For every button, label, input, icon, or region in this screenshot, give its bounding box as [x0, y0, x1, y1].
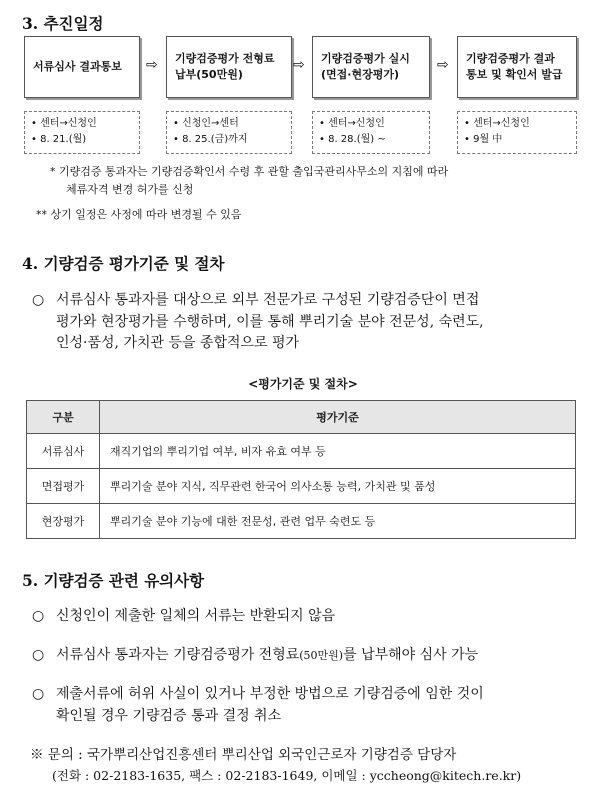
circle-bullet-icon: ○ [32, 292, 45, 308]
note-line: • 신청인→센터 [173, 116, 285, 132]
step-1-note [24, 111, 140, 154]
notice-item-1-text: 신청인이 제출한 일체의 서류는 반환되지 않음 [56, 608, 336, 624]
footnote-1-line-a: * 기량검증 통과자는 기량검증확인서 수령 후 관할 출입국관리사무소의 지침에 따라 [50, 165, 449, 178]
table-cell: 면접평가 [27, 469, 100, 504]
step-3-note [312, 111, 430, 154]
table-cell: 서류심사 [27, 434, 100, 469]
note-line: • 8. 25.(금)까지 [173, 132, 285, 148]
table-cell: 현장평가 [27, 504, 100, 539]
contact-line-2: (전화 : 02-2183-1635, 팩스 : 02-2183-1649, 이메일 : yccheong@kitech.re.kr) [52, 767, 522, 783]
table-header-row [27, 401, 576, 434]
table-header: 평가기준 [100, 401, 576, 434]
notice-item-2-part-b: 를 납부해야 심사 가능 [343, 647, 479, 663]
note-line: • 센터→신청인 [31, 116, 133, 132]
note-line: • 센터→신청인 [464, 116, 570, 132]
step-1-label: 서류심사 결과통보 [33, 60, 122, 74]
footnote-2: ** 상기 일정은 사정에 따라 변경될 수 있음 [36, 208, 242, 221]
step-3-label-1: 기량검증평가 실시 [321, 52, 410, 66]
notice-item-2-fee: (50만원) [299, 649, 344, 662]
table-cell: 재직기업의 뿌리기업 여부, 비자 유효 여부 등 [100, 434, 576, 469]
section4-title: 4. 기량검증 평가기준 및 절차 [22, 254, 225, 273]
para-line-2: 평가와 현장평가를 수행하며, 이를 통해 뿌리기술 분야 전문성, 숙련도, [56, 313, 484, 330]
notice-item-1 [32, 606, 582, 628]
step-3-box [312, 36, 430, 98]
step-4-box [457, 36, 577, 98]
contact-line-1: ※ 문의 : 국가뿌리산업진흥센터 뿌리산업 외국인근로자 기량검증 담당자 [30, 747, 457, 763]
step-1-box [24, 36, 140, 98]
section3-title: 3. 추진일정 [22, 14, 104, 33]
table-header: 구분 [27, 401, 100, 434]
table-cell: 뿌리기술 분야 지식, 직무관련 한국어 의사소통 능력, 가치관 및 품성 [100, 469, 576, 504]
arrow-right-icon: ⇨ [437, 57, 449, 73]
footnote-1-line-b: 체류자격 변경 허가를 신청 [66, 182, 194, 196]
notice-item-3 [32, 684, 582, 727]
notice-item-2 [32, 645, 582, 667]
notice-item-2-part-a: 서류심사 통과자는 기량검증평가 전형료 [56, 647, 300, 663]
arrow-right-icon: ⇨ [293, 57, 305, 73]
note-line: • 9월 中 [464, 132, 570, 148]
note-line: • 8. 28.(월) ~ [319, 132, 423, 148]
step-4-label-1: 기량검증평가 결과 [466, 52, 555, 66]
para-line-1: 서류심사 통과자를 대상으로 외부 전문가로 구성된 기량검증단이 면접 [56, 292, 480, 308]
circle-bullet-icon: ○ [32, 647, 45, 663]
arrow-right-icon: ⇨ [146, 57, 158, 73]
step-2-box [166, 36, 292, 98]
notice-item-3-line-2: 확인될 경우 기량검증 통과 결정 취소 [56, 707, 282, 724]
section5-title: 5. 기량검증 관련 유의사항 [22, 571, 205, 590]
circle-bullet-icon: ○ [32, 686, 45, 702]
footnote-1 [50, 163, 448, 198]
table-cell: 뿌리기술 분야 기능에 대한 전문성, 관련 업무 숙련도 등 [100, 504, 576, 539]
step-2-note [166, 111, 292, 154]
note-line: • 센터→신청인 [319, 116, 423, 132]
step-4-label-2: 통보 및 확인서 발급 [466, 68, 563, 81]
step-2-label-1: 기량검증평가 전형료 [175, 52, 275, 66]
para-line-3: 인성·품성, 가치관 등을 종합적으로 평가 [56, 335, 300, 352]
step-2-label-2: 납부(50만원) [175, 68, 243, 81]
table-row [27, 434, 576, 469]
criteria-table [26, 400, 576, 539]
contact-info [30, 745, 580, 785]
table-caption: <평가기준 및 절차> [248, 377, 358, 391]
step-4-note [457, 111, 577, 154]
section4-paragraph [32, 290, 582, 355]
notice-item-2-text [56, 645, 582, 667]
circle-bullet-icon: ○ [32, 608, 45, 624]
table-row [27, 469, 576, 504]
step-3-label-2: (면접·현장평가) [321, 68, 399, 81]
notice-item-3-line-1: 제출서류에 허위 사실이 있거나 부정한 방법으로 기량검증에 임한 것이 [56, 686, 484, 702]
table-row [27, 504, 576, 539]
note-line: • 8. 21.(월) [31, 132, 133, 148]
